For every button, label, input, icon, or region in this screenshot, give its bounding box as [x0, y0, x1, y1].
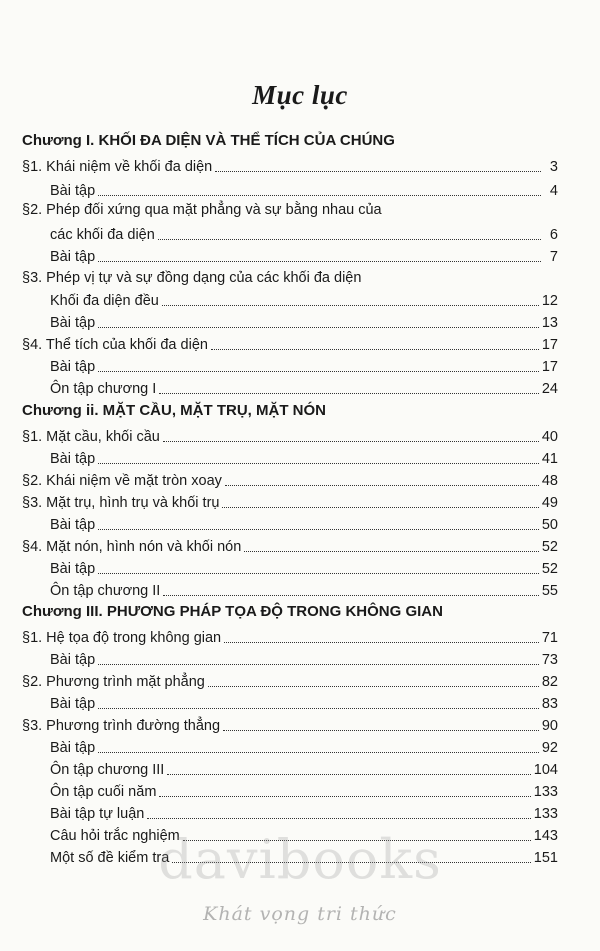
toc-entry-label: Bài tập — [50, 315, 96, 331]
toc-entry-page: 90 — [541, 718, 558, 734]
toc-entry — [50, 220, 558, 244]
toc-entry-page: 83 — [541, 696, 558, 712]
toc-entry-page: 12 — [541, 293, 558, 309]
toc-entry-label: Một số đề kiểm tra — [50, 850, 170, 866]
toc-entry-page: 50 — [541, 517, 558, 533]
toc-entry-page: 17 — [541, 359, 558, 375]
toc-entry — [50, 308, 558, 332]
toc-entry — [22, 422, 558, 446]
toc-entry — [50, 444, 558, 468]
toc-entry — [22, 623, 558, 647]
toc-entry-label: §2. Khái niệm về mặt tròn xoay — [22, 473, 222, 489]
toc-entry-page: 6 — [549, 227, 558, 243]
toc-entry-page: 92 — [541, 740, 558, 756]
toc-entry — [22, 466, 558, 490]
toc-entry — [50, 755, 558, 779]
toc-entry — [50, 242, 558, 266]
toc-entry — [50, 733, 558, 757]
toc-entry-label: Bài tập — [50, 183, 96, 199]
toc-entry-page: 133 — [533, 806, 558, 822]
watermark-brand: davibooks — [158, 828, 442, 891]
toc-entry-label: Ôn tập cuối năm — [50, 784, 157, 800]
toc-entry-page: 24 — [541, 381, 558, 397]
toc-entry — [50, 176, 558, 200]
toc-entry-page: 52 — [541, 561, 558, 577]
toc-entry — [50, 799, 558, 823]
toc-entry-page: 40 — [541, 429, 558, 445]
toc-entry-page: 7 — [549, 249, 558, 265]
toc-entry-label: §4. Mặt nón, hình nón và khối nón — [22, 539, 242, 555]
toc-entry-page: 17 — [541, 337, 558, 353]
toc-entry-label: Bài tập — [50, 740, 96, 756]
toc-entry-label: Bài tập — [50, 696, 96, 712]
toc-entry-label: §3. Phương trình đường thẳng — [22, 718, 221, 734]
watermark-slogan: Khát vọng tri thức — [203, 903, 397, 925]
toc-entry — [50, 645, 558, 669]
toc-entry-label: Bài tập — [50, 359, 96, 375]
toc-entry — [50, 286, 558, 310]
toc-entry — [50, 510, 558, 534]
toc-entry — [22, 667, 558, 691]
toc-entry-label: §1. Mặt cầu, khối cầu — [22, 429, 160, 445]
toc-entry-page: 48 — [541, 473, 558, 489]
toc-entry-page: 55 — [541, 583, 558, 599]
toc-entry — [50, 576, 558, 600]
toc-entry-label: Ôn tập chương I — [50, 381, 157, 397]
toc-entry-label: các khối đa diện — [50, 227, 155, 243]
toc-entry-page: 4 — [549, 183, 558, 199]
toc-entry-page: 3 — [549, 159, 558, 175]
toc-entry-label: Bài tập — [50, 249, 96, 265]
toc-entry — [50, 352, 558, 376]
toc-entry-page: 133 — [533, 784, 558, 800]
toc-entry-label: §2. Phương trình mặt phẳng — [22, 674, 205, 690]
toc-entry-label: §2. Phép đối xứng qua mặt phẳng và sự bằng nhau của — [22, 202, 382, 218]
chapter-1-heading: Chương I. KHỐI ĐA DIỆN VÀ THỂ TÍCH CỦA CHÚNG — [22, 132, 395, 149]
toc-entry-label: Bài tập tự luận — [50, 806, 145, 822]
chapter-3-heading: Chương III. PHƯƠNG PHÁP TỌA ĐỘ TRONG KHÔNG GIAN — [22, 603, 443, 620]
toc-entry-label: Khối đa diện đều — [50, 293, 159, 309]
toc-entry-page: 82 — [541, 674, 558, 690]
toc-entry — [22, 330, 558, 354]
toc-entry — [50, 777, 558, 801]
toc-entry-label: §3. Mặt trụ, hình trụ và khối trụ — [22, 495, 220, 511]
toc-entry — [22, 532, 558, 556]
toc-entry-label: Ôn tập chương III — [50, 762, 165, 778]
toc-entry-label: §3. Phép vị tự và sự đồng dạng của các khối đa diện — [22, 270, 362, 286]
toc-entry-page: 13 — [541, 315, 558, 331]
toc-entry-label: Bài tập — [50, 451, 96, 467]
page-title: Mục lục — [252, 80, 348, 110]
toc-entry-label: Bài tập — [50, 517, 96, 533]
toc-entry — [22, 152, 558, 176]
toc-entry-label: Câu hỏi trắc nghiệm — [50, 828, 180, 844]
toc-entry-page: 104 — [533, 762, 558, 778]
toc-entry — [22, 488, 558, 512]
toc-entry-label: Ôn tập chương II — [50, 583, 161, 599]
toc-entry-label: §1. Hệ tọa độ trong không gian — [22, 630, 222, 646]
toc-entry-label: §1. Khái niệm về khối đa diện — [22, 159, 213, 175]
toc-entry — [50, 374, 558, 398]
toc-entry — [22, 711, 558, 735]
toc-entry — [50, 554, 558, 578]
toc-entry-label: Bài tập — [50, 561, 96, 577]
toc-entry-label: Bài tập — [50, 652, 96, 668]
toc-entry-page: 143 — [533, 828, 558, 844]
toc-entry-page: 73 — [541, 652, 558, 668]
toc-entry-page: 41 — [541, 451, 558, 467]
toc-entry-page: 71 — [541, 630, 558, 646]
toc-entry-page: 151 — [533, 850, 558, 866]
toc-entry — [50, 689, 558, 713]
toc-entry-page: 49 — [541, 495, 558, 511]
toc-entry-label: §4. Thể tích của khối đa diện — [22, 337, 208, 353]
toc-entry-page: 52 — [541, 539, 558, 555]
chapter-2-heading: Chương ii. MẶT CẦU, MẶT TRỤ, MẶT NÓN — [22, 402, 326, 419]
